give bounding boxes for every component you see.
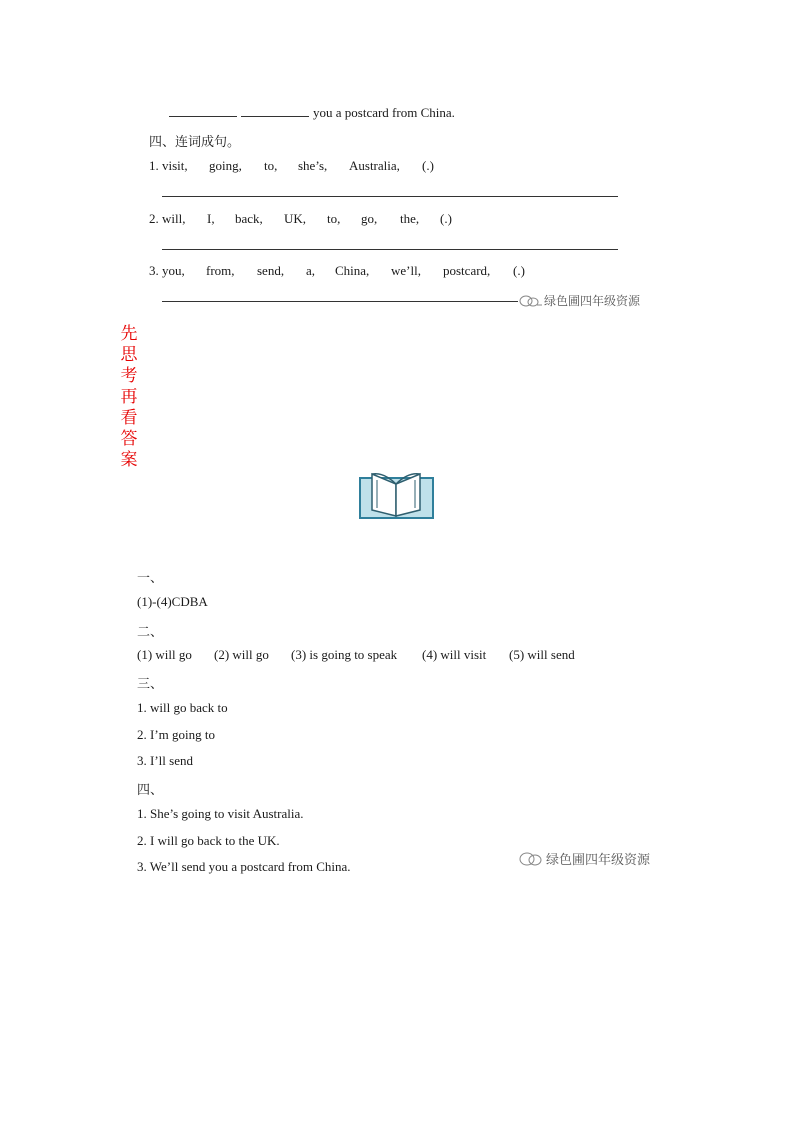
top-sentence-tail: you a postcard from China.	[313, 105, 455, 120]
word: Australia,	[349, 158, 400, 173]
watermark	[518, 849, 650, 868]
word: you,	[162, 263, 185, 278]
answer-item: (4) will visit	[422, 647, 487, 662]
answer-line-1[interactable]	[162, 196, 618, 197]
reminder-char: 看	[120, 408, 138, 428]
reminder-char: 案	[120, 450, 138, 470]
word: we’ll,	[391, 263, 421, 278]
word: send,	[257, 263, 285, 278]
answer-item: 3. We’ll send you a postcard from China.	[137, 859, 351, 874]
item-number: 1.	[149, 158, 159, 173]
wechat-icon	[518, 851, 544, 867]
word: from,	[206, 263, 235, 278]
watermark-text: 绿色圃四年级资源	[544, 294, 641, 308]
open-book-icon	[359, 470, 434, 525]
word: postcard,	[443, 263, 491, 278]
reminder-char: 再	[120, 387, 138, 407]
word: going,	[209, 158, 242, 173]
think-first-reminder	[119, 324, 139, 471]
reminder-char: 考	[120, 366, 138, 386]
word: a,	[306, 263, 316, 278]
answer-line: (1)-(4)CDBA	[137, 594, 208, 609]
answer-heading-1: 一、	[137, 570, 164, 585]
wechat-icon	[518, 294, 542, 308]
word: back,	[235, 211, 263, 226]
answer-item: 1. She’s going to visit Australia.	[137, 806, 304, 821]
word: China,	[335, 263, 370, 278]
answer-blank[interactable]	[169, 115, 237, 117]
answer-line-3[interactable]	[162, 301, 518, 302]
word: go,	[361, 211, 378, 226]
word: (.)	[422, 158, 434, 173]
word: (.)	[440, 211, 452, 226]
item-number: 2.	[149, 211, 159, 226]
word: (.)	[513, 263, 525, 278]
word: will,	[162, 211, 186, 226]
word: to,	[327, 211, 341, 226]
answer-item: (5) will send	[509, 647, 575, 662]
top-sentence	[169, 105, 455, 121]
watermark-text: 绿色圃四年级资源	[546, 853, 651, 868]
word: UK,	[284, 211, 307, 226]
section4-title: 四、连词成句。	[149, 134, 241, 149]
answer-blank[interactable]	[241, 115, 309, 117]
word: I,	[207, 211, 215, 226]
answer-line-2[interactable]	[162, 249, 618, 250]
answer-item: 1. will go back to	[137, 700, 228, 715]
word: to,	[264, 158, 278, 173]
answer-heading-4: 四、	[137, 782, 164, 797]
answer-item: (3) is going to speak	[291, 647, 398, 662]
answer-item: (2) will go	[214, 647, 269, 662]
answer-heading-3: 三、	[137, 676, 164, 691]
answer-item: (1) will go	[137, 647, 192, 662]
watermark	[518, 292, 640, 309]
answer-item: 3. I’ll send	[137, 753, 193, 768]
answer-item: 2. I will go back to the UK.	[137, 833, 280, 848]
word: she’s,	[298, 158, 328, 173]
word: the,	[400, 211, 420, 226]
reminder-char: 思	[120, 345, 138, 365]
answer-item: 2. I’m going to	[137, 727, 215, 742]
word: visit,	[162, 158, 188, 173]
reminder-char: 先	[120, 324, 138, 344]
answer-heading-2: 二、	[137, 624, 164, 639]
reminder-char: 答	[120, 429, 138, 449]
item-number: 3.	[149, 263, 159, 278]
